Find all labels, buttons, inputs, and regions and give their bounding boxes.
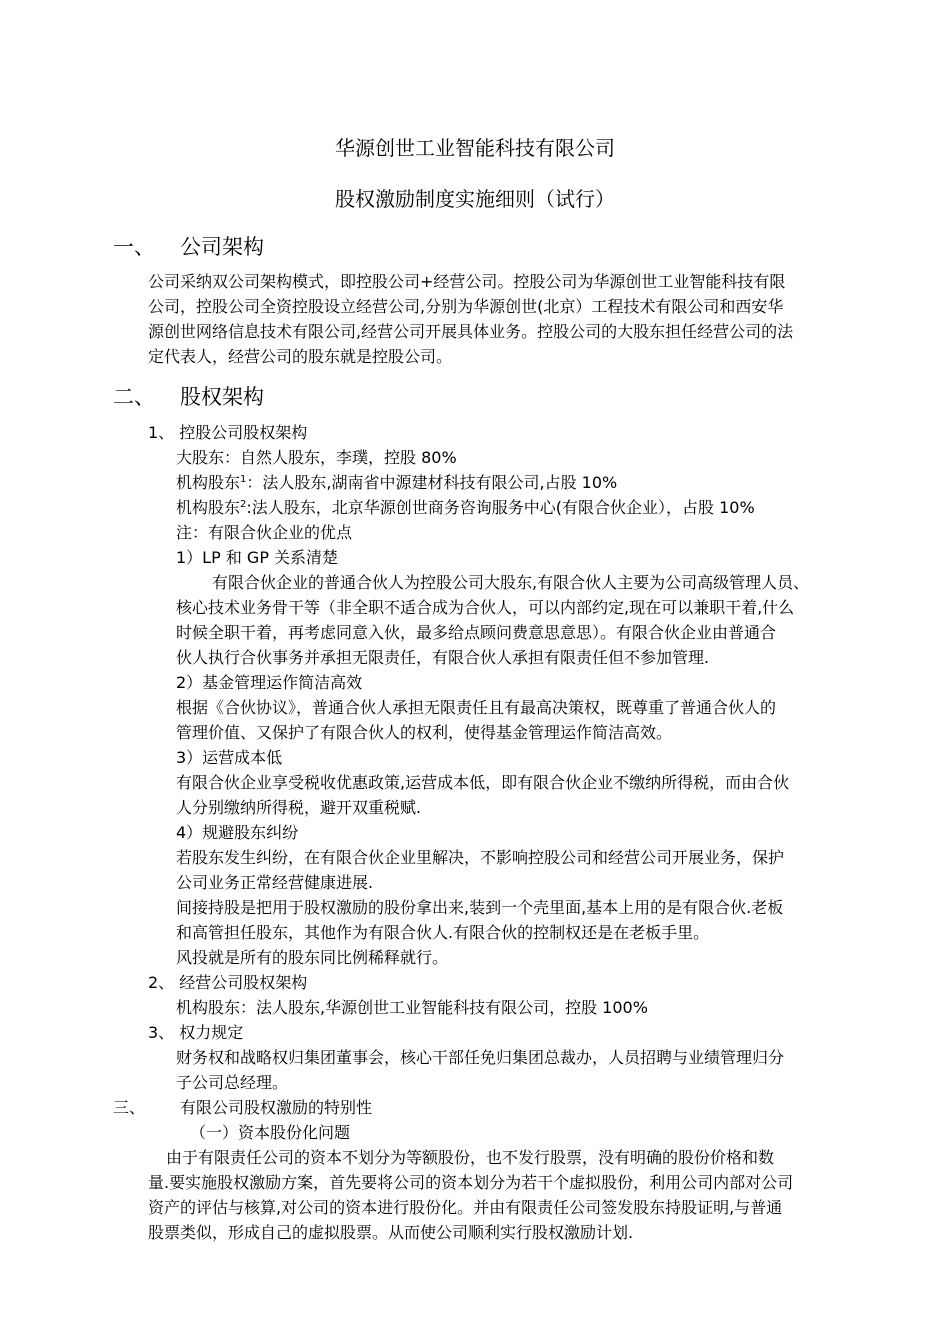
paragraph-line: 有限合伙企业的普通合伙人为控股公司大股东,有限合伙人主要为公司高级管理人员、 [212, 573, 810, 592]
paragraph-line: 管理价值、又保护了有限合伙人的权利，使得基金管理运作简洁高效。 [176, 723, 673, 742]
paragraph-line: 量.要实施股权激励方案，首先要将公司的资本划分为若干个虚拟股份，利用公司内部对公司 [148, 1173, 794, 1192]
paragraph-line: 源创世网络信息技术有限公司,经营公司开展具体业务。控股公司的大股东担任经营公司的法 [148, 322, 794, 341]
point-title: 1）LP 和 GP 关系清楚 [176, 548, 339, 567]
paragraph-line: 风投就是所有的股东同比例稀释就行。 [176, 948, 449, 967]
paragraph-line: 财务权和战略权归集团董事会，核心干部任免归集团总裁办，人员招聘与业绩管理归分 [176, 1048, 785, 1067]
section-3-number: 三、 [113, 1098, 146, 1117]
paragraph-line: 若股东发生纠纷，在有限合伙企业里解决，不影响控股公司和经营公司开展业务，保护 [176, 848, 785, 867]
footnote-marker: 2 [240, 499, 247, 510]
paragraph-line: 公司采纳双公司架构模式，即控股公司+经营公司。控股公司为华源创世工业智能科技有限 [148, 272, 786, 291]
paragraph-line: 核心技术业务骨干等（非全职不适合成为合伙人，可以内部约定,现在可以兼职干着,什么 [176, 598, 795, 617]
paragraph-line: 机构股东：法人股东,华源创世工业智能科技有限公司，控股 100% [176, 998, 648, 1017]
paragraph-line: 股票类似，形成自己的虚拟股票。从而使公司顺利实行股权激励计划. [148, 1223, 634, 1242]
point-title: 3）运营成本低 [176, 748, 283, 767]
institutional-shareholder-1: 机构股东$^1$：法人股东,湖南省中源建材科技有限公司,占股 10% [176, 473, 618, 492]
subsection-label: 2、 经营公司股权架构 [148, 973, 308, 992]
paragraph-line: 子公司总经理。 [176, 1073, 289, 1092]
subsection-label: （一）资本股份化问题 [190, 1123, 351, 1142]
paragraph-line: 定代表人，经营公司的股东就是控股公司。 [148, 347, 453, 366]
point-title: 4）规避股东纠纷 [176, 823, 299, 842]
section-3-heading: 有限公司股权激励的特别性 [180, 1098, 373, 1117]
document-subtitle: 股权激励制度实施细则（试行） [335, 187, 615, 211]
paragraph-line: 时候全职干着，再考虑同意入伙，最多给点顾问费意思意思）。有限合伙企业由普通合 [176, 623, 777, 642]
section-2-number: 二、 [113, 385, 155, 409]
section-1-heading: 公司架构 [180, 235, 264, 259]
footnote-marker: 1 [240, 474, 247, 485]
paragraph-line: 由于有限责任公司的资本不划分为等额股份，也不发行股票，没有明确的股份价格和数 [166, 1148, 775, 1167]
paragraph-line: 公司业务正常经营健康进展. [176, 873, 374, 892]
point-title: 2）基金管理运作简洁高效 [176, 673, 363, 692]
institutional-shareholder-2: 机构股东$^2$:法人股东，北京华源创世商务咨询服务中心(有限合伙企业），占股 10% [176, 498, 755, 517]
paragraph-line: 有限合伙企业享受税收优惠政策,运营成本低，即有限合伙企业不缴纳所得税，而由合伙 [176, 773, 790, 792]
subsection-label: 3、 权力规定 [148, 1023, 244, 1042]
section-1-number: 一、 [113, 235, 155, 259]
paragraph-line: 人分别缴纳所得税，避开双重税赋. [176, 798, 422, 817]
major-shareholder-line: 大股东：自然人股东，李璞，控股 80% [176, 448, 457, 467]
note-line: 注：有限合伙企业的优点 [176, 523, 353, 542]
paragraph-line: 和高管担任股东，其他作为有限合伙人.有限合伙的控制权还是在老板手里。 [176, 923, 710, 942]
document-title: 华源创世工业智能科技有限公司 [335, 136, 615, 160]
subsection-label: 1、 控股公司股权架构 [148, 423, 308, 442]
paragraph-line: 资产的评估与核算,对公司的资本进行股份化。并由有限责任公司签发股东持股证明,与普通 [148, 1198, 783, 1217]
paragraph-line: 根据《合伙协议》，普通合伙人承担无限责任且有最高决策权，既尊重了普通合伙人的 [176, 698, 777, 717]
paragraph-line: 公司，控股公司全资控股设立经营公司,分别为华源创世(北京）工程技术有限公司和西安华 [148, 297, 784, 316]
paragraph-line: 伙人执行合伙事务并承担无限责任，有限合伙人承担有限责任但不参加管理. [176, 648, 710, 667]
paragraph-line: 间接持股是把用于股权激励的股份拿出来,装到一个壳里面,基本上用的是有限合伙.老板 [176, 898, 784, 917]
section-2-heading: 股权架构 [180, 385, 264, 409]
